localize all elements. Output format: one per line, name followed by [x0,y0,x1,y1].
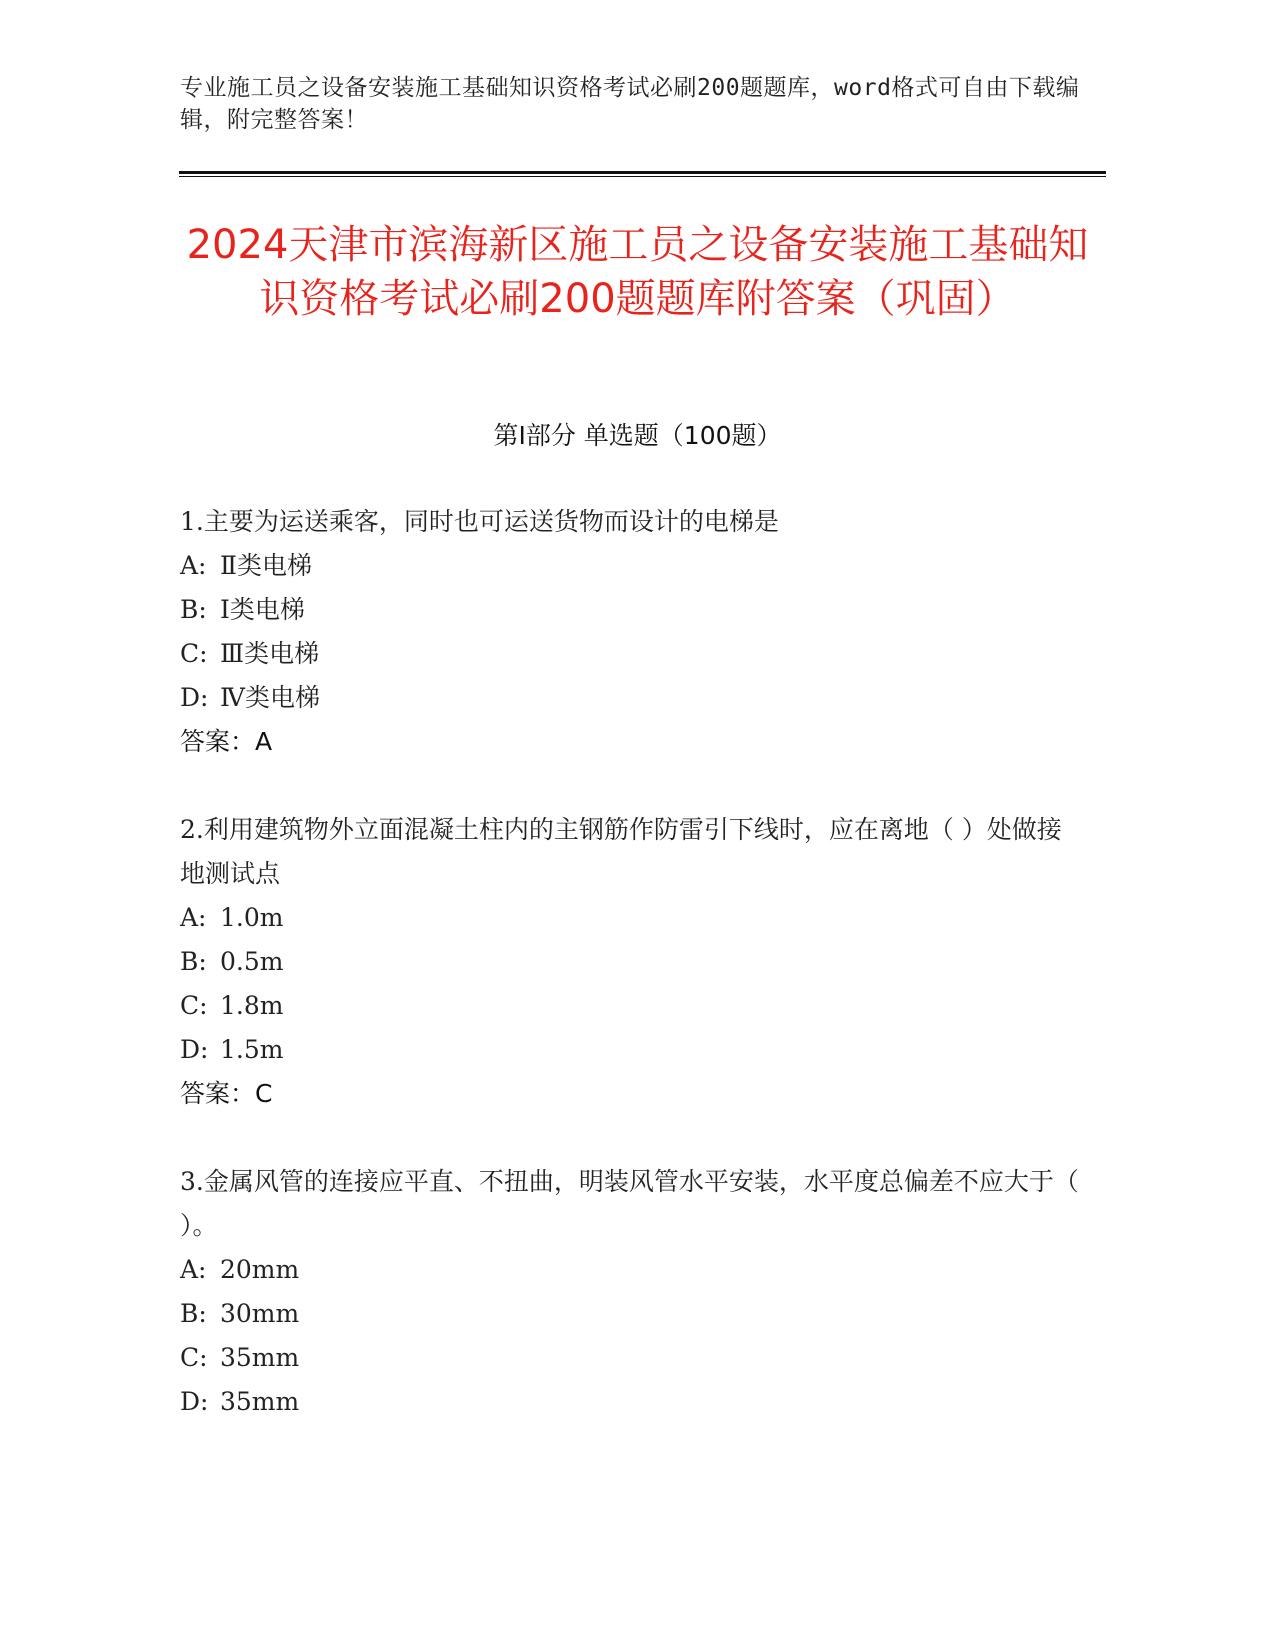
question-2 [180,808,1080,1116]
option-a [180,896,1080,940]
option-key: C: [180,639,208,668]
option-key: B: [180,947,207,976]
option-text: 1.8m [220,991,284,1020]
question-stem: 3.金属风管的连接应平直、不扭曲，明装风管水平安装，水平度总偏差不应大于（ ）。 [180,1167,1079,1240]
option-b [180,588,1080,632]
document-title: 2024天津市滨海新区施工员之设备安装施工基础知识资格考试必刷200题题库附答案（巩固） [186,222,1089,322]
option-text: Ⅲ类电梯 [220,639,320,668]
answer-line: 答案：A [180,727,273,756]
header-note: 专业施工员之设备安装施工基础知识资格考试必刷200题题库，word格式可自由下载编辑，附完整答案！ [180,75,1080,133]
option-text: Ⅱ类电梯 [220,551,312,580]
header-divider-thin [179,176,1106,177]
option-text: 1.5m [220,1035,284,1064]
option-b [180,1292,1080,1336]
option-key: A: [180,903,207,932]
option-key: D: [180,1035,209,1064]
question-stem: 2.利用建筑物外立面混凝土柱内的主钢筋作防雷引下线时，应在离地（ ）处做接地测试点 [180,815,1062,888]
question-3 [180,1160,1080,1424]
option-a [180,1248,1080,1292]
option-key: C: [180,1343,208,1372]
option-b [180,940,1080,984]
option-c [180,632,1080,676]
question-1 [180,500,1080,764]
option-key: D: [180,1387,209,1416]
option-text: 20mm [220,1255,300,1284]
option-key: B: [180,595,207,624]
question-stem: 1.主要为运送乘客，同时也可运送货物而设计的电梯是 [180,507,779,536]
option-key: D: [180,683,209,712]
section-heading: 第I部分 单选题（100题） [493,421,782,450]
option-d [180,1380,1080,1424]
header-divider-thick [179,171,1106,174]
option-text: Ⅰ类电梯 [220,595,305,624]
option-key: B: [180,1299,207,1328]
answer-line: 答案：C [180,1079,273,1108]
option-text: 0.5m [220,947,284,976]
option-text: 35mm [220,1343,300,1372]
option-d [180,676,1080,720]
option-c [180,1336,1080,1380]
option-a [180,544,1080,588]
option-text: Ⅳ类电梯 [220,683,320,712]
option-c [180,984,1080,1028]
question-list [180,500,1080,1468]
option-text: 1.0m [220,903,284,932]
option-key: A: [180,551,207,580]
option-text: 35mm [220,1387,300,1416]
option-key: C: [180,991,208,1020]
option-d [180,1028,1080,1072]
option-key: A: [180,1255,207,1284]
option-text: 30mm [220,1299,300,1328]
